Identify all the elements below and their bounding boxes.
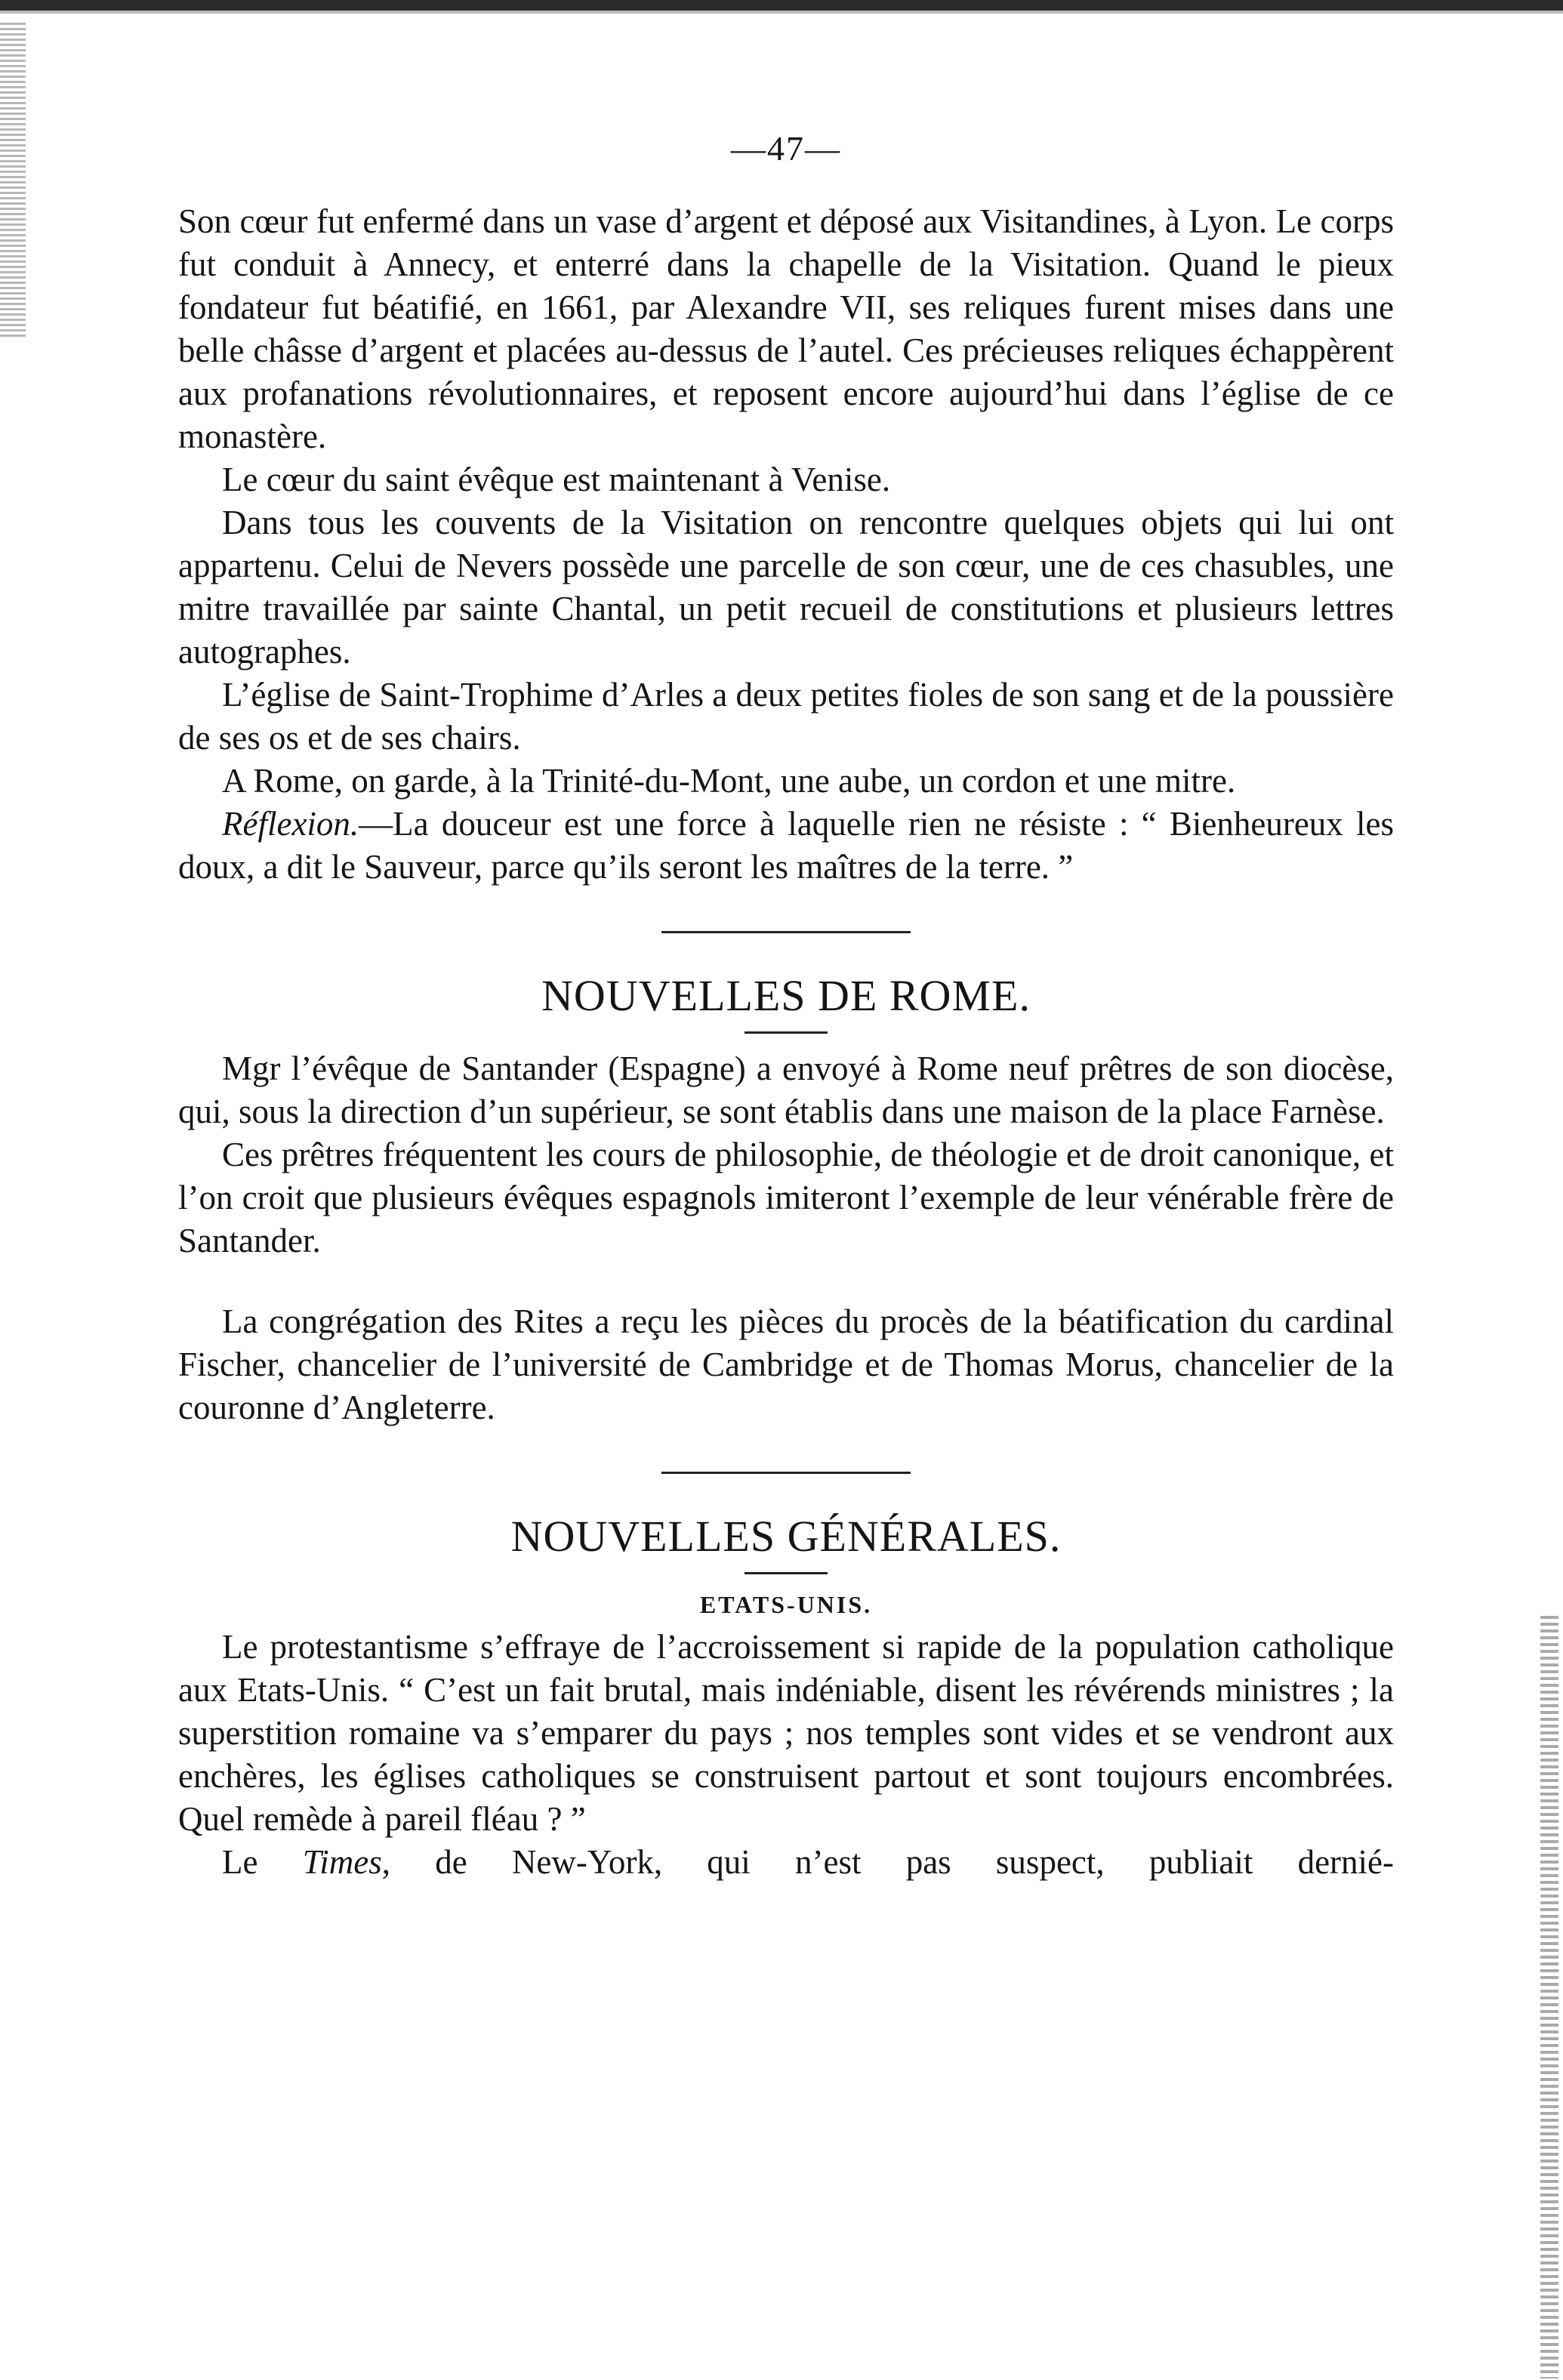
paragraph-heart-venice: Le cœur du saint évêque est maintenant à Venise. xyxy=(222,461,891,498)
heading-underline-generales xyxy=(745,1572,828,1574)
times-title: Times xyxy=(302,1843,382,1881)
section-divider-rome xyxy=(661,931,911,933)
paragraph-rome-trinite: A Rome, on garde, à la Trinité-du-Mont, une aube, un cordon et une mitre. xyxy=(222,762,1236,800)
times-prefix: Le xyxy=(222,1843,303,1881)
right-edge-scan-mark xyxy=(1540,1616,1558,2378)
paragraph-congregation-rites: La congrégation des Rites a reçu les pièces du procès de la béatification du cardinal Fischer, chancelier de l’université de Cambridge et de Thomas Morus, chancelier de la couronne d’Angleterre. xyxy=(178,1303,1394,1426)
paragraph-santander: Mgr l’évêque de Santander (Espagne) a envoyé à Rome neuf prêtres de son diocèse, qui, sous la direction d’un supérieur, se sont établis dans une maison de la place Farnèse. xyxy=(178,1050,1394,1130)
paragraph-protestantisme: Le protestantisme s’effraye de l’accroissement si rapide de la population catholique aux Etats-Unis. “ C’est un fait brutal, mais indéniable, disent les révérends ministres ; la superstition romaine va s’emparer du pays ; nos temples sont vides et se vendront aux enchères, les églises catholiques se construisent partout et sont toujours encombrées. Quel remède à pareil fléau ? ” xyxy=(178,1628,1394,1838)
heading-nouvelles-generales: NOUVELLES GÉNÉRALES. xyxy=(510,1512,1062,1561)
reflexion-label: Réflexion. xyxy=(222,805,359,843)
paragraph-relics: Son cœur fut enfermé dans un vase d’argent et déposé aux Visitandines, à Lyon. Le corps fut conduit à Annecy, et enterré dans la chapelle de la Visitation. Quand le pieux fondateur fut béatifié, en 1661, par Alexandre VII, ses reliques furent mises dans une belle châsse d’argent et placées au-dessus de l’autel. Ces précieuses reliques échappèrent aux profanations révolutionnaires, et reposent encore aujourd’hui dans l’église de ce monastère. xyxy=(178,202,1394,455)
paragraph-saint-trophime: L’église de Saint-Trophime d’Arles a deux petites fioles de son sang et de la poussière de ses os et de ses chairs. xyxy=(178,676,1394,757)
page-number: —47— xyxy=(731,129,841,168)
left-edge-scan-mark xyxy=(0,23,26,340)
paragraph-times xyxy=(178,1841,1394,1884)
paragraph-pretres: Ces prêtres fréquentent les cours de philosophie, de théologie et de droit canonique, et l’on croit que plusieurs évêques espagnols imiteront l’exemple de leur vénérable frère de Santander. xyxy=(178,1136,1394,1259)
page-body xyxy=(178,128,1394,1884)
times-suffix: , de New-York, qui n’est pas suspect, publiait dernié- xyxy=(381,1843,1394,1881)
heading-nouvelles-de-rome: NOUVELLES DE ROME. xyxy=(541,971,1031,1020)
heading-underline-rome xyxy=(745,1031,828,1034)
paragraph-visitation-objects: Dans tous les couvents de la Visitation on rencontre quelques objets qui lui ont appartenu. Celui de Nevers possède une parcelle de son cœur, une de ces chasubles, une mitre travaillée par sainte Chantal, un petit recueil de constitutions et plusieurs lettres autographes. xyxy=(178,504,1394,671)
top-border-rule xyxy=(0,0,1563,23)
reflexion-text: —La douceur est une force à laquelle rien ne résiste : “ Bienheureux les doux, a dit le Sauveur, parce qu’ils seront les maîtres de la terre. ” xyxy=(178,805,1394,886)
paragraph-reflexion xyxy=(178,803,1394,889)
subheading-etats-unis: ETATS-UNIS. xyxy=(699,1591,873,1618)
section-divider-generales xyxy=(661,1472,911,1474)
